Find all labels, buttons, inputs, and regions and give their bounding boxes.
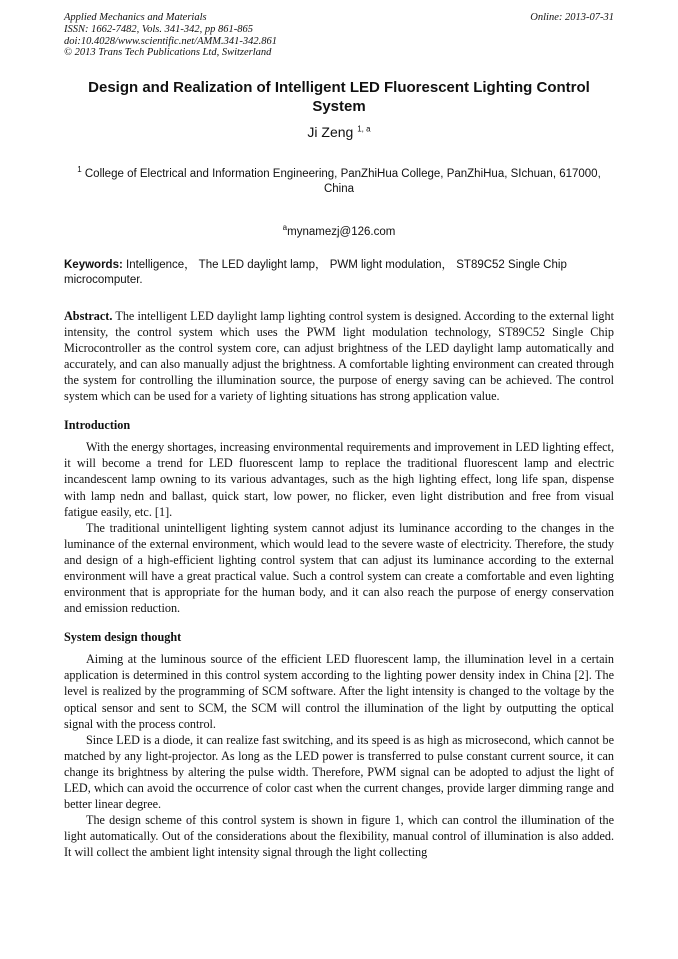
section-heading: System design thought bbox=[64, 630, 182, 645]
abstract-label: Abstract. bbox=[64, 308, 113, 323]
journal-name: Applied Mechanics and Materials bbox=[64, 12, 207, 23]
doi-line: doi:10.4028/www.scientific.net/AMM.341-342.861 bbox=[64, 35, 277, 47]
author-marks: 1, a bbox=[357, 124, 371, 134]
journal-header bbox=[64, 12, 614, 64]
paper-title: Design and Realization of Intelligent LED Fluorescent Lighting Control System bbox=[88, 79, 590, 115]
author-email bbox=[64, 223, 614, 238]
abstract-text: The intelligent LED daylight lamp lighting control system is designed. According to the external light intensity, the control system which uses the PWM light modulation technology, ST89C52 Single Chip Microcontroller as the control system core, can adjust brightness of the LED daylight lamp automatically and accurately, and can also manually adjust the brightness. A comfortable lighting environment can created through the system for controlling the illumination source, the purpose of energy saving can be achieved. The control system which can be used for a variety of lighting situations has strong application value. bbox=[64, 308, 615, 404]
section-heading: Introduction bbox=[64, 418, 131, 433]
keywords bbox=[64, 258, 614, 288]
affiliation-mark: 1 bbox=[77, 165, 82, 174]
online-date: Online: 2013-07-31 bbox=[530, 12, 614, 23]
abstract bbox=[64, 308, 614, 405]
paragraph: With the energy shortages, increasing environmental requirements and improvement in LED lighting effect, it will become a trend for LED fluorescent lamp to replace the traditional fluorescent lamp and electric incandescent lamp owning to its various advantages, such as the high lighting effect, long life span, dispense with lamp nedn and ballast, quick start, low power, no flicker, even light distribution and free from visual fatigue easily, etc. [1]. bbox=[64, 440, 614, 519]
paragraph: Since LED is a diode, it can realize fast switching, and its speed is as high as microsecond, which cannot be matched by any light-projector. As long as the LED power is transferred to pulse constant current source, it can change its brightness by altering the pulse width. Therefore, PWM signal can be adopted to adjust the light of LED, which can avoid the occurrence of color cast when the current changes, provide larger dimming range and better linear degree. bbox=[64, 732, 614, 812]
keywords-text: Intelligence， The LED daylight lamp， PWM light modulation， ST89C52 Single Chip microcomputer. bbox=[64, 258, 567, 286]
paper-page bbox=[64, 12, 614, 860]
issn-line: ISSN: 1662-7482, Vols. 341-342, pp 861-865 bbox=[64, 23, 253, 35]
paragraph: The design scheme of this control system is shown in figure 1, which can control the illumination of the light automatically. Out of the considerations about the flexibility, manual control of illumination is also added. It will collect the ambient light intensity signal through the light collecting bbox=[64, 813, 614, 860]
affiliation-text: College of Electrical and Information Engineering, PanZhiHua College, PanZhiHua, SIchuan, 617000, China bbox=[84, 167, 601, 195]
section-introduction bbox=[64, 418, 614, 616]
copyright-line: © 2013 Trans Tech Publications Ltd, Switzerland bbox=[64, 47, 272, 59]
author-name: Ji Zeng bbox=[307, 124, 354, 140]
email-text: mynamezj@126.com bbox=[287, 225, 396, 238]
paragraph: Aiming at the luminous source of the efficient LED fluorescent lamp, the illumination level in a certain application is determined in this control system according to the lighting power density index in China [2]. The level is realized by the programming of SCM software. After the light intensity is changed to the voltage by the optical sensor and sent to SCM, the SCM will control the illumination of the light by outputting the optical signal with the process control. bbox=[64, 652, 614, 731]
affiliation bbox=[64, 162, 614, 197]
author-line bbox=[64, 124, 614, 140]
paragraph: The traditional unintelligent lighting system cannot adjust its luminance according to the changes in the luminance of the external environment, which would lead to the severe waste of electricity. Therefore, the study and design of a high-efficient lighting control system that can adjust its luminance according to the external environment will have a great practical value. Such a control system can create a comfortable and even lighting environment that is appropriate for the human body, and it can also reach the purpose of energy conservation and emission reduction. bbox=[64, 520, 614, 616]
keywords-label: Keywords: bbox=[64, 258, 123, 271]
email-mark: a bbox=[282, 222, 288, 232]
section-system-design bbox=[64, 630, 614, 860]
